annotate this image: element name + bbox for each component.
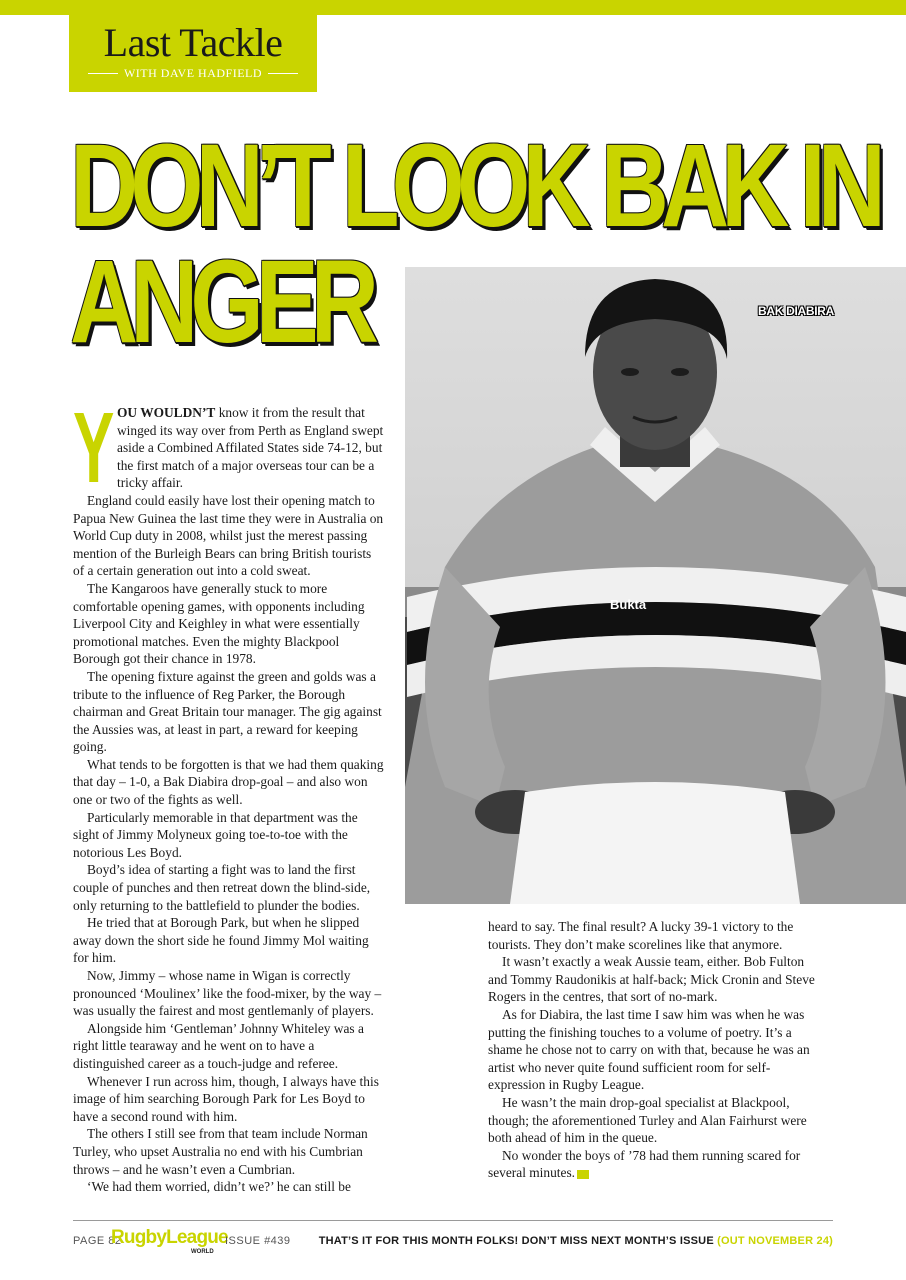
promo-text: THAT’S IT FOR THIS MONTH FOLKS! DON’T MISS NEXT MONTH’S ISSUE xyxy=(318,1235,714,1247)
promo-date: (OUT NOVEMBER 24) xyxy=(717,1235,833,1247)
article-paragraph: England could easily have lost their opening match to Papua New Guinea the last time they were in Australia on World Cup duty in 2008, whilst just the merest passing mention of the Burleigh Bears can bring British tourists of a certain generation out into a cold sweat. xyxy=(73,492,384,579)
byline-rule-left xyxy=(88,73,118,74)
byline-rule-right xyxy=(268,73,298,74)
article-paragraph: He wasn’t the main drop-goal specialist at Blackpool, though; the aforementioned Turley and Alan Fairhurst were both ahead of him in the queue. xyxy=(488,1094,807,1146)
final-paragraph-text: No wonder the boys of ’78 had them running scared for several minutes. xyxy=(488,1147,801,1181)
logo-subtext: WORLD xyxy=(191,1249,214,1255)
player-photo-illustration xyxy=(405,267,906,904)
article-paragraph: The opening fixture against the green and golds was a tribute to the influence of Reg Parker, the Borough chairman and Great Britain tour manager. The gig against the Aussies was, at least in part, a reward for keeping going. xyxy=(73,668,382,755)
article-final-paragraph xyxy=(488,1147,824,1182)
page-number: PAGE 82 xyxy=(73,1235,122,1247)
logo-part-1: Rugby xyxy=(111,1227,167,1248)
top-accent-bar xyxy=(0,0,906,15)
article-paragraph: What tends to be forgotten is that we had them quaking that day – 1-0, a Bak Diabira drop-goal – and also won one or two of the fights as well. xyxy=(73,756,384,808)
footer-divider xyxy=(73,1220,833,1221)
section-title: Last Tackle xyxy=(103,20,283,65)
player-photo xyxy=(405,267,906,904)
byline-text: WITH DAVE HADFIELD xyxy=(123,66,263,80)
lead-bold-text: OU WOULDN’T xyxy=(117,405,216,420)
photo-caption: BAK DIABIRA xyxy=(757,304,834,318)
article-paragraph: Whenever I run across him, though, I always have this image of him searching Borough Park for Les Boyd to have a second round with him. xyxy=(73,1073,379,1124)
article-paragraph: It wasn’t exactly a weak Aussie team, either. Bob Fulton and Tommy Raudonikis at half-back; Mick Cronin and Steve Rogers in the centres, that sort of no-mark. xyxy=(488,954,815,1005)
section-badge xyxy=(69,15,317,92)
lead-text: know it from the result that winged its way over from Perth as England swept aside a Combined Affilated States side 74-12, but the first match of a major overseas tour can be a tricky affair. xyxy=(117,405,384,491)
article-continuation: heard to say. The final result? A lucky 39-1 victory to the tourists. They don’t make scorelines like that anymore. xyxy=(488,919,794,952)
shirt-logo-text: Bukta xyxy=(610,597,647,612)
article-paragraph: Alongside him ‘Gentleman’ Johnny Whiteley was a right little tearaway and he went on to have a distinguished career as a touch-judge and referee. xyxy=(73,1020,364,1071)
end-of-article-icon xyxy=(577,1170,589,1179)
article-column-right xyxy=(488,918,824,1182)
article-paragraph: Particularly memorable in that department was the sight of Jimmy Molyneux going toe-to-toe with the notorious Les Boyd. xyxy=(73,809,358,860)
article-paragraph: The others I still see from that team include Norman Turley, who upset Australia no end with his Cumbrian throws – and he wasn’t even a Cumbrian. xyxy=(73,1126,368,1177)
headline-line-2: ANGER xyxy=(70,236,371,368)
article-lead-paragraph xyxy=(73,392,385,504)
article-paragraph: Boyd’s idea of starting a fight was to land the first couple of punches and then retreat down the blind-side, only returning to the battlefield to plunder the bodies. xyxy=(73,862,371,913)
article-paragraph: He tried that at Borough Park, but when he slipped away down the short side he found Jimmy Mol waiting for him. xyxy=(73,915,369,966)
page-footer xyxy=(73,1229,833,1255)
magazine-logo xyxy=(111,1227,228,1249)
drop-cap: Y xyxy=(73,392,115,504)
issue-number: ISSUE #439 xyxy=(225,1235,291,1247)
article-paragraph: As for Diabira, the last time I saw him was when he was putting the finishing touches to a volume of poetry. It’s a shame he chose not to carry on with that, because he was an artist who never quite found sufficient room for self-expression in Rugby League. xyxy=(488,1006,810,1093)
article-paragraph: ‘We had them worried, didn’t we?’ he can still be xyxy=(87,1179,351,1195)
logo-part-2: League xyxy=(166,1227,228,1248)
headline-line-1: DON’T LOOK BAK IN xyxy=(70,120,878,252)
section-byline xyxy=(69,66,317,81)
article-paragraph: Now, Jimmy – whose name in Wigan is correctly pronounced ‘Moulinex’ like the food-mixer, by the way – was usually the fairest and most gentlemanly of players. xyxy=(73,968,382,1019)
next-issue-promo xyxy=(319,1235,833,1247)
article-paragraph: The Kangaroos have generally stuck to more comfortable opening games, with opponents including Liverpool City and Keighley in what were essentially promotional matches. Even the mighty Blackpool Borough got their chance in 1978. xyxy=(73,580,365,667)
article-column-left xyxy=(73,392,385,1196)
